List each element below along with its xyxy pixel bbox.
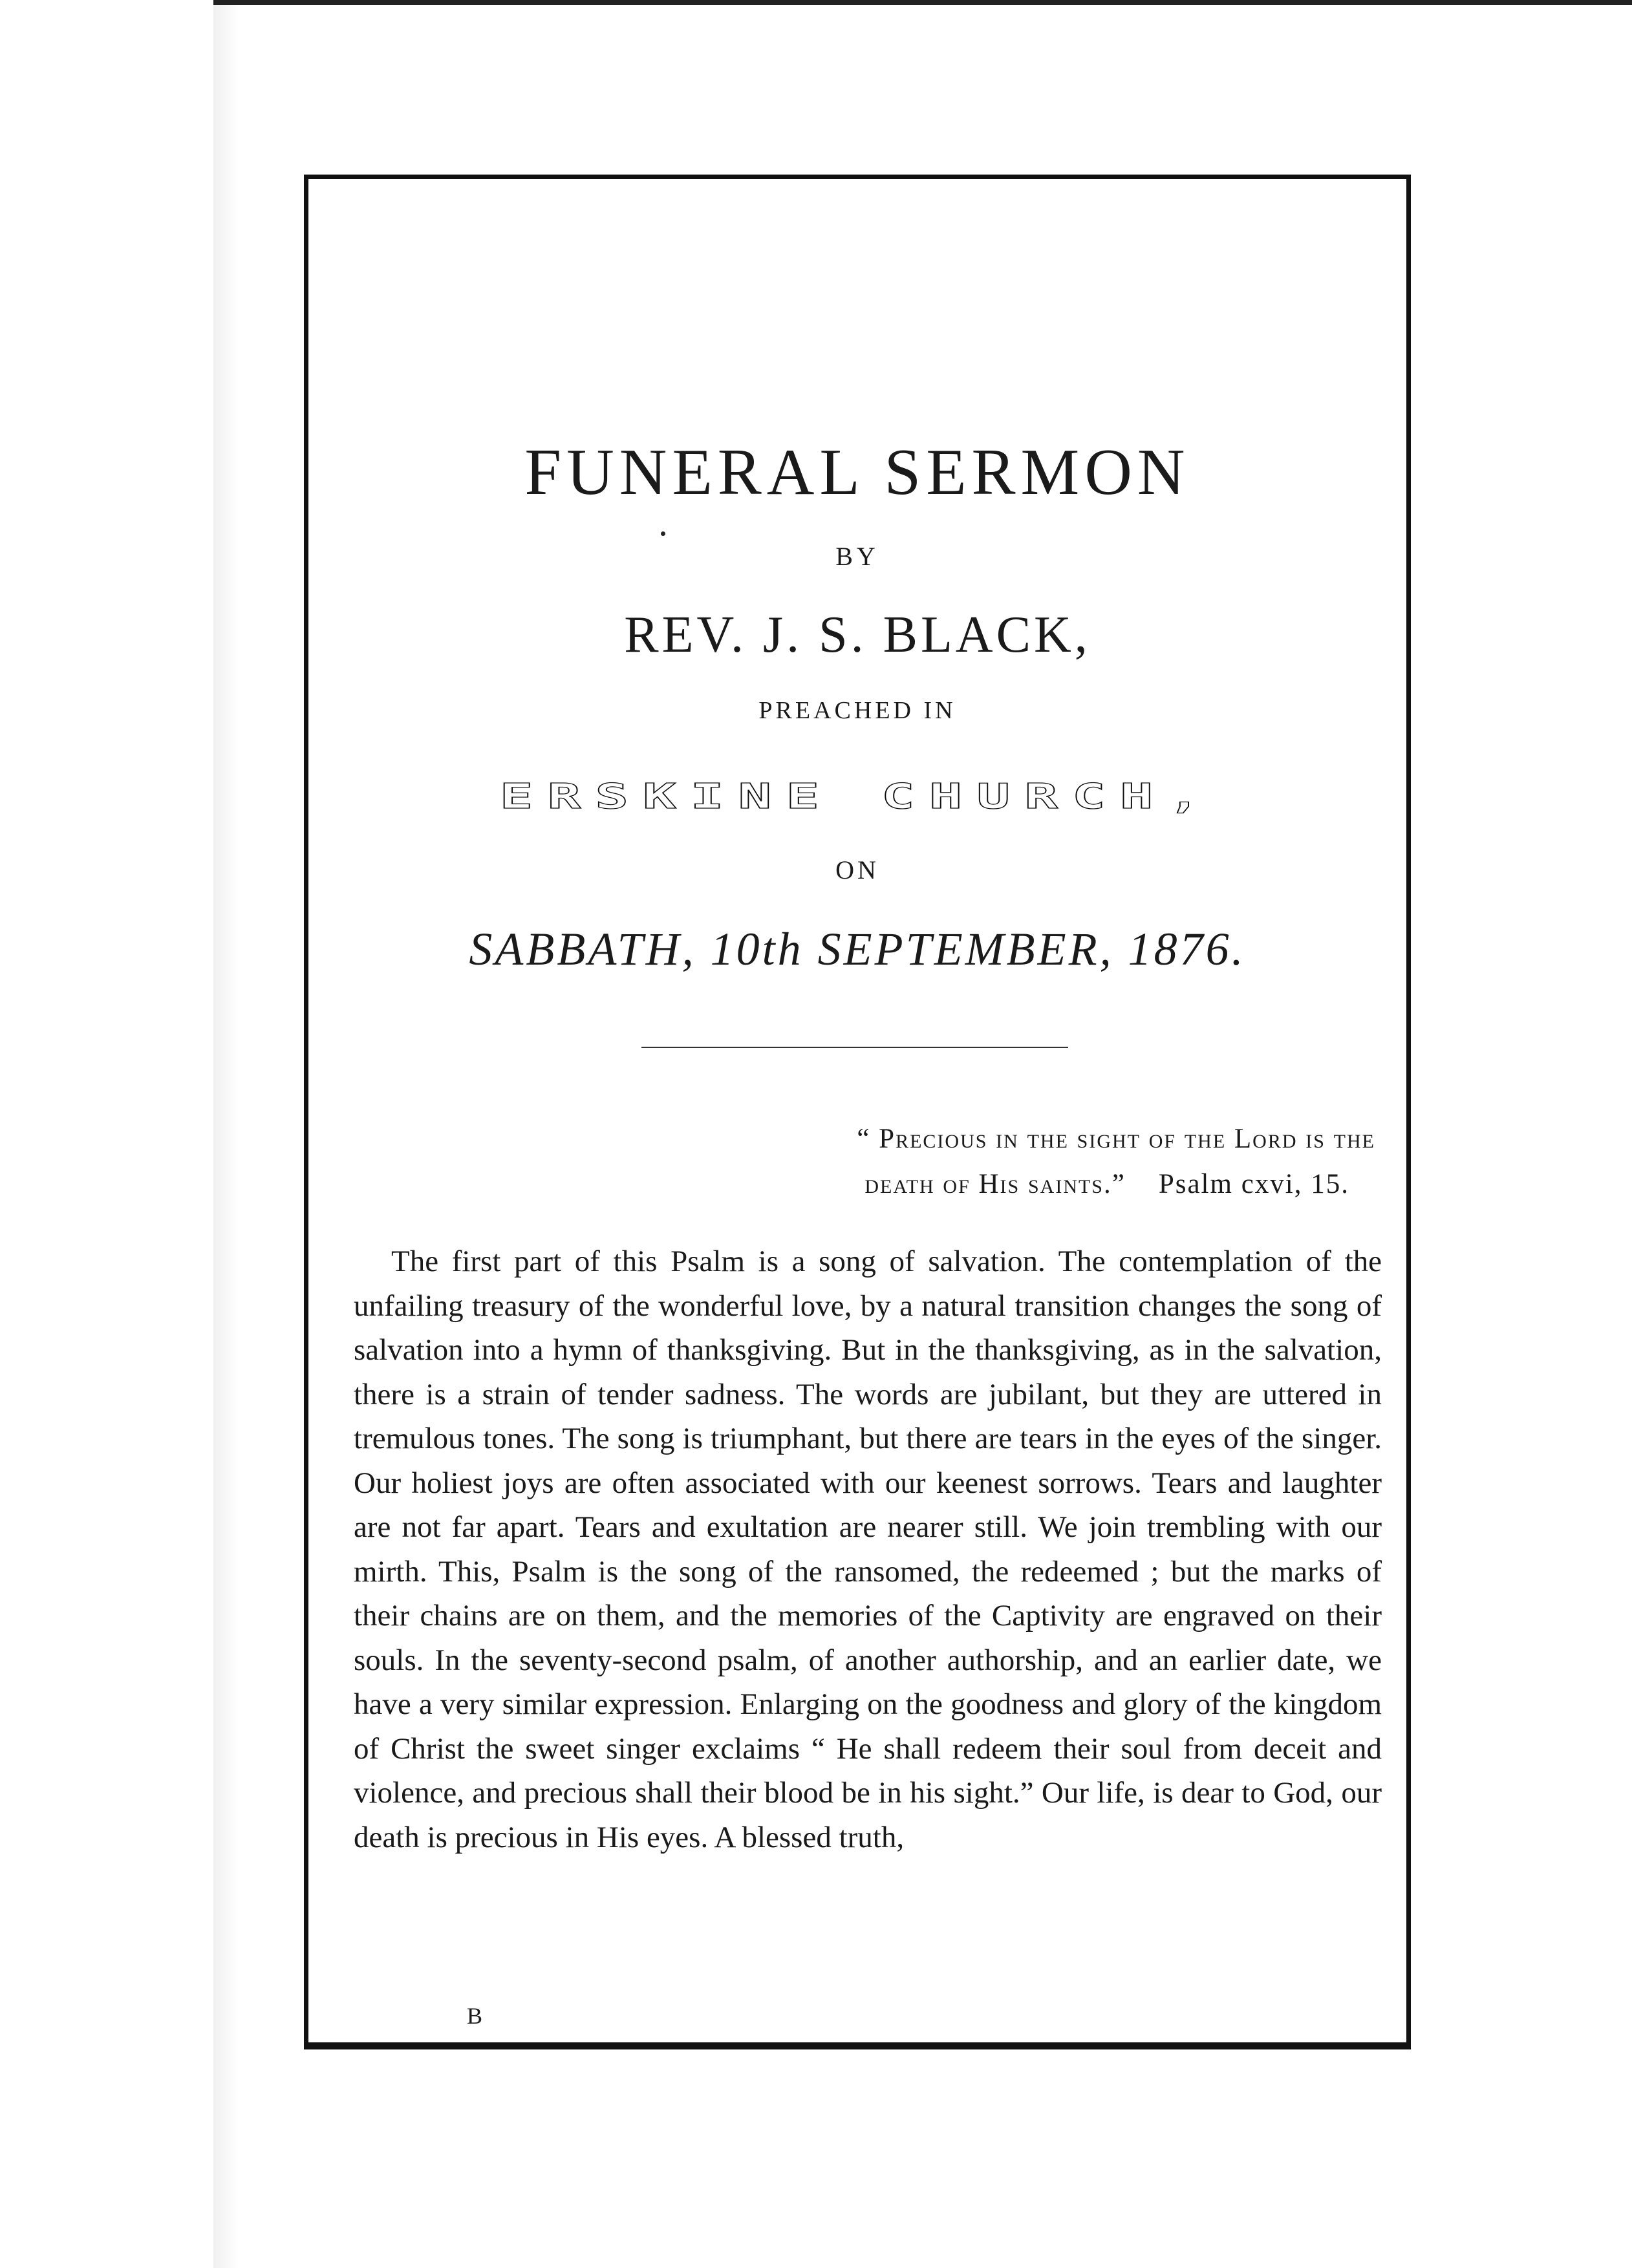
- epigraph-line-2: [599, 1162, 1375, 1207]
- church-name-text: ERSKINE CHURCH,: [499, 776, 1216, 817]
- author-name: REV. J. S. BLACK,: [624, 606, 1091, 663]
- epigraph-quote-end: death of His saints.”: [864, 1169, 1126, 1199]
- signature-mark: B: [467, 2003, 483, 2029]
- sermon-title: FUNERAL SERMON: [524, 436, 1190, 509]
- by-label: BY: [835, 542, 879, 571]
- sermon-body-paragraph: The first part of this Psalm is a song of salvation. The contemplation of the unfailing treasury of the wonderful love, by a natural transition changes the song of salvation into a hymn of thanksgiving. But in the thanksgiving, as in the salvation, there is a strain of tender sadness. The words are jubilant, but they are uttered in tremulous tones. The song is triumphant, but there are tears in the eyes of the singer. Our holiest joys are often associated with our keenest sorrows. Tears and laughter are not far apart. Tears and exultation are nearer still. We join trembling with our mirth. This, Psalm is the song of the ransomed, the redeemed ; but the marks of their chains are on them, and the memories of the Captivity are engraved on their souls. In the seventy-second psalm, of another authorship, and an earlier date, we have a very similar expression. Enlarging on the goodness and glory of the kingdom of Christ the sweet singer exclaims “ He shall redeem their soul from deceit and violence, and precious shall their blood be in his sight.” Our life, is dear to God, our death is precious in His eyes. A blessed truth,: [354, 1245, 1382, 1854]
- preached-in-label: PREACHED IN: [758, 697, 956, 724]
- page-top-edge: [213, 0, 1632, 5]
- sermon-date: SABBATH, 10th SEPTEMBER, 1876.: [469, 923, 1246, 975]
- epigraph: [599, 1117, 1375, 1207]
- epigraph-reference: Psalm cxvi, 15.: [1158, 1169, 1349, 1199]
- page-frame: [304, 175, 1411, 2049]
- epigraph-line-1: “ Precious in the sight of the Lord is the: [857, 1124, 1375, 1154]
- on-label: ON: [835, 855, 879, 884]
- binding-shadow: [213, 0, 239, 2268]
- divider-rule: [641, 1047, 1068, 1048]
- ink-dot: [661, 531, 665, 536]
- church-name: [308, 776, 1406, 817]
